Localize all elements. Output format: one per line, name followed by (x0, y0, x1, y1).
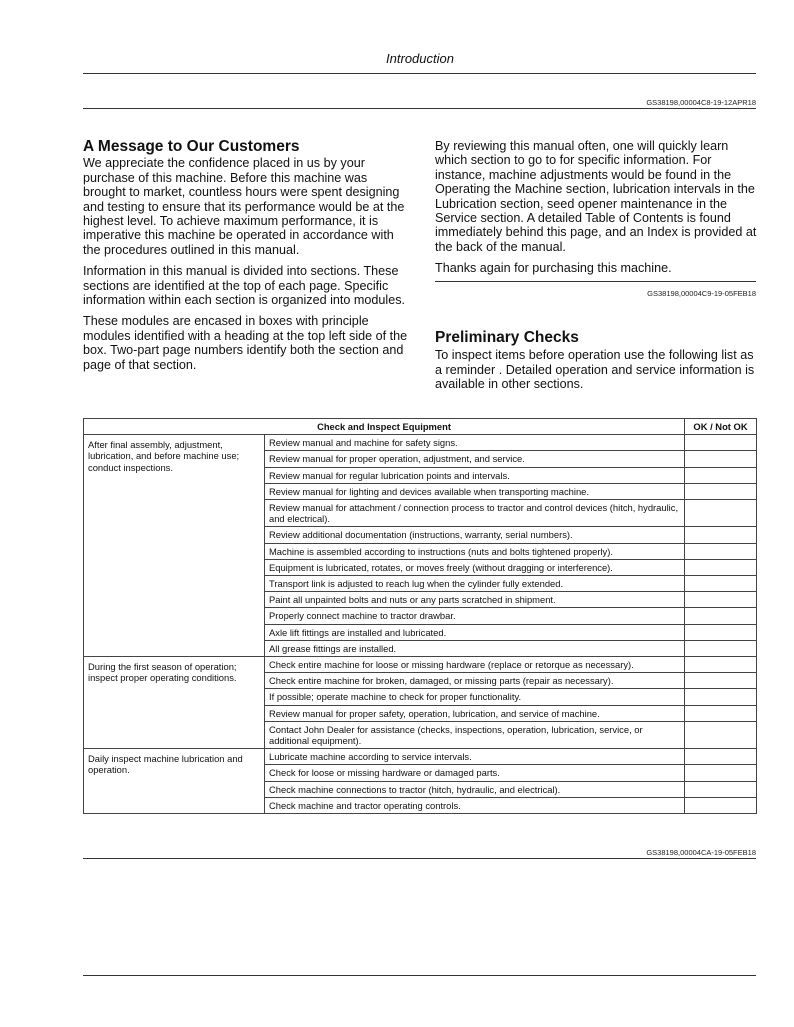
customers-section-continued (435, 139, 760, 283)
check-item: Axle lift fittings are installed and lubricated. (265, 624, 685, 640)
header-module-code: GS38198,00004C8-19-12APR18 (646, 98, 756, 107)
check-item: Contact John Dealer for assistance (checks, inspections, operation, lubrication, service, or additional equipment). (265, 721, 685, 748)
ok-cell[interactable] (685, 749, 757, 765)
table-row (84, 749, 757, 765)
table-header-equipment: Check and Inspect Equipment (84, 419, 685, 435)
table-row (84, 657, 757, 673)
ok-cell[interactable] (685, 592, 757, 608)
check-item: Review manual for regular lubrication points and intervals. (265, 467, 685, 483)
ok-cell[interactable] (685, 451, 757, 467)
customers-paragraph: By reviewing this manual often, one will quickly learn which section to go to for specific information. For instance, machine adjustments would be found in the Operating the Machine section, lubrication intervals in the Lubrication section, seed opener maintenance in the Service section. A detailed Table of Contents is found immediately behind this page, and an Index is provided at the back of the manual. (435, 139, 757, 254)
check-item: Review manual for lighting and devices available when transporting machine. (265, 483, 685, 499)
check-item: Check entire machine for loose or missing hardware (replace or retorque as necessary). (265, 657, 685, 673)
customers-paragraph: We appreciate the confidence placed in us by your purchase of this machine. Before this machine was brought to market, countless hours were spent designing and testing to ensure that its performance would be at the highest level. To achieve maximum performance, it is imperative this machine be operated in accordance with the procedures outlined in this manual. (83, 156, 405, 257)
check-item: Check for loose or missing hardware or damaged parts. (265, 765, 685, 781)
customers-heading: A Message to Our Customers (83, 138, 300, 155)
page-header-title: Introduction (386, 51, 454, 66)
header-divider-lower (83, 108, 756, 109)
ok-cell[interactable] (685, 435, 757, 451)
customers-paragraph: Information in this manual is divided into sections. These sections are identified at the top of each page. Specific information within each section is organized into modules. (83, 264, 406, 308)
checks-divider (83, 858, 756, 859)
check-item: If possible; operate machine to check for proper functionality. (265, 689, 685, 705)
table-header-ok: OK / Not OK (685, 419, 757, 435)
checks-module-code: GS38198,00004CA-19-05FEB18 (646, 848, 756, 857)
check-item: Review additional documentation (instructions, warranty, serial numbers). (265, 527, 685, 543)
customers-paragraph: Thanks again for purchasing this machine. (435, 261, 672, 276)
checks-section (435, 331, 760, 399)
ok-cell[interactable] (685, 576, 757, 592)
check-item: Review manual for proper operation, adjustment, and service. (265, 451, 685, 467)
footer-divider (83, 975, 756, 976)
header-divider (83, 73, 756, 74)
ok-cell[interactable] (685, 765, 757, 781)
ok-cell[interactable] (685, 483, 757, 499)
check-item: Equipment is lubricated, rotates, or moves freely (without dragging or interference). (265, 559, 685, 575)
check-item: Check entire machine for broken, damaged, or missing parts (repair as necessary). (265, 673, 685, 689)
check-item: Review manual for attachment / connection process to tractor and control devices (hitch, hydraulic, and electrical). (265, 500, 685, 527)
ok-cell[interactable] (685, 640, 757, 656)
check-item: All grease fittings are installed. (265, 640, 685, 656)
ok-cell[interactable] (685, 467, 757, 483)
ok-cell[interactable] (685, 608, 757, 624)
check-item: Properly connect machine to tractor drawbar. (265, 608, 685, 624)
ok-cell[interactable] (685, 689, 757, 705)
checks-heading: Preliminary Checks (435, 329, 579, 346)
ok-cell[interactable] (685, 721, 757, 748)
check-item: Review manual and machine for safety signs. (265, 435, 685, 451)
ok-cell[interactable] (685, 559, 757, 575)
ok-cell[interactable] (685, 543, 757, 559)
ok-cell[interactable] (685, 673, 757, 689)
checks-intro: To inspect items before operation use the following list as a reminder . Detailed operation and service information is available in other sections. (435, 348, 755, 392)
inspection-table (83, 418, 757, 814)
ok-cell[interactable] (685, 781, 757, 797)
group-label: Daily inspect machine lubrication and operation. (84, 749, 265, 814)
ok-cell[interactable] (685, 797, 757, 813)
ok-cell[interactable] (685, 657, 757, 673)
customers-divider (435, 281, 756, 282)
check-item: Paint all unpainted bolts and nuts or any parts scratched in shipment. (265, 592, 685, 608)
check-item: Machine is assembled according to instructions (nuts and bolts tightened properly). (265, 543, 685, 559)
check-item: Check machine connections to tractor (hitch, hydraulic, and electrical). (265, 781, 685, 797)
table-row (84, 435, 757, 451)
ok-cell[interactable] (685, 705, 757, 721)
customers-section (83, 140, 408, 379)
check-item: Transport link is adjusted to reach lug when the cylinder fully extended. (265, 576, 685, 592)
check-item: Review manual for proper safety, operation, lubrication, and service of machine. (265, 705, 685, 721)
group-label: During the first season of operation; inspect proper operating conditions. (84, 657, 265, 749)
check-item: Check machine and tractor operating controls. (265, 797, 685, 813)
ok-cell[interactable] (685, 500, 757, 527)
ok-cell[interactable] (685, 527, 757, 543)
ok-cell[interactable] (685, 624, 757, 640)
check-item: Lubricate machine according to service intervals. (265, 749, 685, 765)
group-label: After final assembly, adjustment, lubrication, and before machine use; conduct inspections. (84, 435, 265, 657)
customers-paragraph: These modules are encased in boxes with principle modules identified with a heading at the top left side of the box. Two-part page numbers identify both the section and page of that section. (83, 314, 408, 372)
customers-module-code: GS38198,00004C9-19-05FEB18 (647, 289, 756, 298)
